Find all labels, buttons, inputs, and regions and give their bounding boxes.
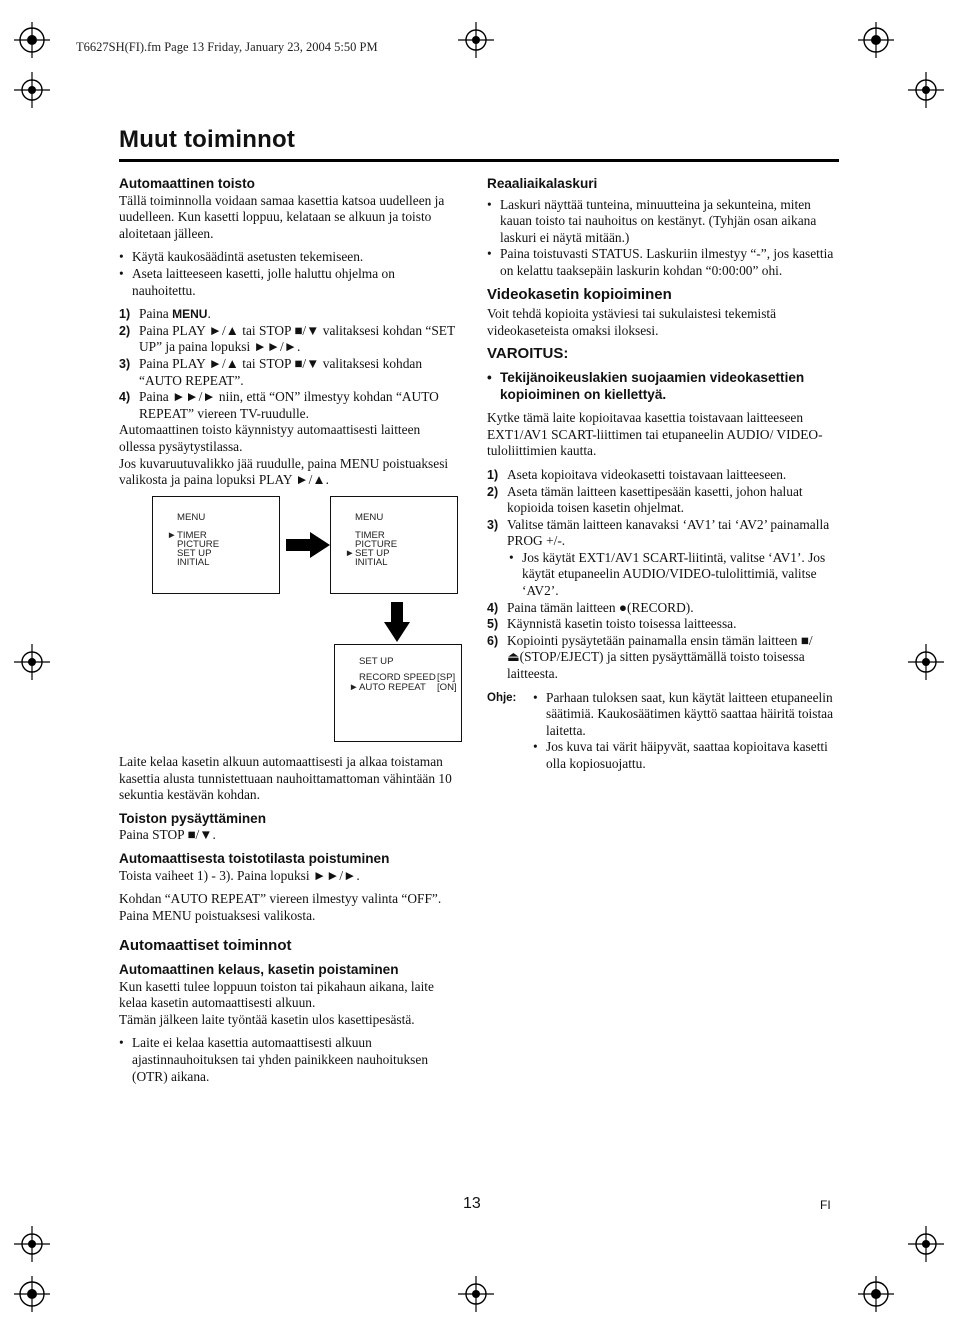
registration-mark-icon	[458, 1276, 494, 1312]
setup-screen: SET UP RECORD SPEED [SP] ► AUTO REPEAT [ON]	[334, 644, 462, 742]
step-item: 3) Valitse tämän laitteen kanavaksi ‘AV1’ tai ‘AV2’ painamalla PROG +/-.	[487, 516, 830, 549]
paragraph: Kytke tämä laite kopioitavaa kasettia toistavaan laitteeseen EXT1/AV1 SCART-liittimen tai etupaneelin AUDIO/ VIDEO-tuloliittimien kautta.	[487, 410, 823, 459]
registration-mark-icon	[458, 22, 494, 58]
language-code: FI	[820, 1198, 831, 1212]
warning-label: VAROITUS:	[487, 345, 569, 363]
paragraph: Toista vaiheet 1) - 3). Paina lopuksi ►►/►.	[119, 867, 360, 883]
down-arrow-icon	[384, 602, 410, 642]
bullet-item: • Paina toistuvasti STATUS. Laskuriin ilmestyy “-”, jos kasettia on kelattu taaksepäin laskurin kohdan “0:00:00” ohi.	[487, 246, 834, 278]
step-item: 4) Paina ►►/► niin, että “ON” ilmestyy kohdan “AUTO REPEAT” viereen TV-ruudulle.	[119, 389, 439, 421]
page-title: Muut toiminnot	[119, 126, 296, 153]
menu-screen-1: MENU ► TIMER PICTURE SET UP INITIAL	[152, 496, 280, 594]
registration-mark-icon	[14, 644, 50, 680]
paragraph: Laite kelaa kasetin alkuun automaattisesti ja alkaa toistaman kasettia alusta tunnistettuaan nauhoittamattoman vähintään 10 sekuntia kestävän kohdan.	[119, 754, 452, 803]
step-item: 6) Kopiointi pysäytetään painamalla ensin tämän laitteen ■/⏏(STOP/EJECT) ja sitten pysäyttämällä toisto toisessa laitteesta.	[487, 632, 813, 682]
bullet-item: • Aseta laitteeseen kasetti, jolle haluttu ohjelma on nauhoitettu.	[119, 265, 395, 298]
warning-bullet: • Tekijänoikeuslakien suojaamien videokasettien kopioiminen on kiellettyä.	[487, 369, 805, 402]
section-heading: Automaattiset toiminnot	[119, 937, 292, 955]
auto-play-section	[119, 176, 457, 489]
note: Jos kuvaruutuvalikko jää ruudulle, paina MENU poistuaksesi valikosta ja paina lopuksi PLAY ►/▲.	[119, 455, 449, 488]
registration-mark-icon	[908, 644, 944, 680]
registration-mark-icon	[14, 72, 50, 108]
step-item: 1) Paina MENU.	[119, 306, 211, 322]
step-item: 1) Aseta kopioitava videokasetti toistavaan laitteeseen.	[487, 466, 787, 482]
print-header: T6627SH(FI).fm Page 13 Friday, January 23, 2004 5:50 PM	[76, 40, 378, 54]
note-item: • Jos kuva tai värit häipyvät, saattaa kopioitava kasetti olla kopiosuojattu.	[533, 739, 828, 771]
bullet-item: • Laite ei kelaa kasettia automaattisesti alkuun ajastinnauhoituksen tai yhden painikkeen nauhoituksen (OTR) aikana.	[119, 1035, 429, 1084]
registration-mark-icon	[14, 22, 50, 58]
registration-mark-icon	[908, 72, 944, 108]
subsection-heading: Automaattinen kelaus, kasetin poistaminen	[119, 961, 399, 977]
right-arrow-icon	[286, 532, 330, 558]
registration-mark-icon	[858, 22, 894, 58]
step-item: 2) Paina PLAY ►/▲ tai STOP ■/▼ valitaksesi kohdan “SET UP” ja paina lopuksi ►►/►.	[119, 322, 455, 355]
right-column	[487, 176, 837, 773]
step-item: 5) Käynnistä kasetin toisto toisessa laitteessa.	[487, 616, 737, 632]
page-number: 13	[463, 1195, 481, 1212]
paragraph: Paina STOP ■/▼.	[119, 827, 216, 843]
paragraph: Tällä toiminnolla voidaan samaa kasettia katsoa uudelleen ja uudelleen. Kun kasetti loppuu, kelataan se alkuun ja toisto aloitetaan jälleen.	[119, 192, 445, 241]
note-block	[487, 690, 837, 773]
step-item: 3) Paina PLAY ►/▲ tai STOP ■/▼ valitaksesi kohdan “AUTO REPEAT”.	[119, 355, 423, 388]
paragraph: Tämän jälkeen laite työntää kasetin ulos kasettipesästä.	[119, 1011, 415, 1027]
bullet-item: • Laskuri näyttää tunteina, minuutteina ja sekunteina, miten kauan toisto tai nauhoitus on kestänyt. (Tyhjän osan aikana laskuri ei näytä mitään.)	[487, 196, 817, 245]
step-item: 2) Aseta tämän laitteen kasettipesään kasetti, johon haluat kopioida toisen kasetin ohjelmat.	[487, 483, 803, 516]
step-item: 4) Paina tämän laitteen ●(RECORD).	[487, 599, 694, 615]
note-item: • Parhaan tuloksen saat, kun käytät laitteen etupaneelin säätimiä. Kaukosäätimen käyttö saattaa häiritä toistaa laitetta.	[533, 689, 834, 738]
section-heading: Automaattinen toisto	[119, 176, 255, 191]
bullet-item: • Käytä kaukosäädintä asetusten tekemiseen.	[119, 249, 364, 265]
section-heading: Toiston pysäyttäminen	[119, 810, 267, 826]
registration-mark-icon	[14, 1226, 50, 1262]
registration-mark-icon	[908, 1226, 944, 1262]
section-heading: Videokasetin kopioiminen	[487, 285, 672, 303]
note-label: Ohje:	[487, 691, 517, 704]
section-heading: Reaaliaikalaskuri	[487, 176, 598, 191]
note: Automaattinen toisto käynnistyy automaattisesti laitteen ollessa pysäytystilassa.	[119, 422, 421, 454]
paragraph: Voit tehdä kopioita ystäviesi tai sukulaistesi tekemistä videokaseteista omaksi iloksesi.	[487, 306, 777, 338]
title-rule	[119, 159, 839, 162]
paragraph: Kohdan “AUTO REPEAT” viereen ilmestyy valinta “OFF”. Paina MENU poistuaksesi valikosta.	[119, 891, 442, 923]
sub-bullet: • Jos käytät EXT1/AV1 SCART-liitintä, valitse ‘AV1’. Jos käytät etupaneelin AUDIO/VIDEO-tulolittimiä, valitse ‘AV2’.	[509, 549, 826, 599]
auto-play-lower	[119, 754, 464, 1085]
menu-screen-2: MENU TIMER PICTURE ► SET UP INITIAL	[330, 496, 458, 594]
paragraph: Kun kasetti tulee loppuun toiston tai pikahaun aikana, laite kelaa kasetin automaattisesti alkuun.	[119, 978, 434, 1011]
registration-mark-icon	[14, 1276, 50, 1312]
section-heading: Automaattisesta toistotilasta poistuminen	[119, 850, 390, 866]
registration-mark-icon	[858, 1276, 894, 1312]
